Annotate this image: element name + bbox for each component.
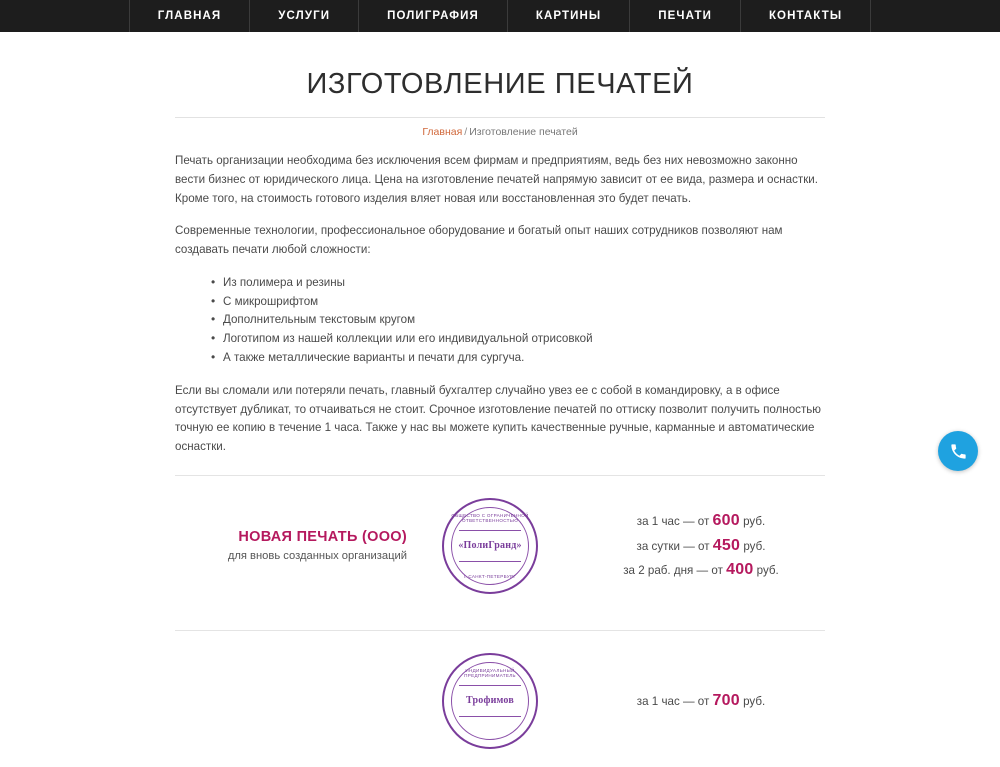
technology-paragraph: Современные технологии, профессиональное оборудование и богатый опыт наших сотрудников позволяют нам создавать печати любой сложности: <box>175 224 783 257</box>
intro-paragraph: Печать организации необходима без исключения всем фирмам и предприятиям, ведь без них невозможно законно вести бизнес от юридического лица. Цена на изготовление печатей напрямую зависит от ее вида, размера и оснастки. Кроме того, на стоимость готового изделия вляет новая или восстановленная это будет печать. <box>175 154 818 205</box>
stamp-arc-bottom-text: г. САНКТ-ПЕТЕРБУРГ <box>463 573 517 579</box>
nav-item-services[interactable]: УСЛУГИ <box>249 0 358 32</box>
price-label: за 1 час — <box>636 514 695 528</box>
list-item: • С микрошрифтом <box>211 293 825 312</box>
price-unit: руб. <box>756 564 779 578</box>
list-item: • А также металлические варианты и печати для сургуча. <box>211 349 825 368</box>
stamp-arc-top-text: ИНДИВИДУАЛЬНЫЙ ПРЕДПРИНИМАТЕЛЬ <box>464 667 516 678</box>
price-line <box>577 534 825 559</box>
breadcrumb-home-link[interactable]: Главная <box>422 126 463 138</box>
stamp-icon <box>442 653 538 749</box>
nav-item-printing[interactable]: ПОЛИГРАФИЯ <box>358 0 507 32</box>
price-label: за сутки — <box>636 539 695 553</box>
product-image <box>425 653 555 749</box>
price-line <box>577 689 825 714</box>
top-navigation-bar <box>0 0 1000 32</box>
phone-icon <box>949 442 968 461</box>
product-row <box>175 631 825 767</box>
price-prefix: от <box>697 694 710 708</box>
price-line <box>577 558 825 583</box>
product-subtitle: для вновь созданных организаций <box>227 550 407 563</box>
call-button[interactable] <box>938 431 978 471</box>
product-row <box>175 476 825 612</box>
price-amount: 450 <box>712 536 741 554</box>
price-amount: 700 <box>712 691 740 709</box>
price-prefix: от <box>711 564 723 578</box>
stamp-center-text: Трофимов <box>466 695 514 707</box>
nav-item-stamps[interactable]: ПЕЧАТИ <box>629 0 740 32</box>
breadcrumb-separator: / <box>464 126 468 138</box>
breadcrumb <box>175 126 825 138</box>
price-amount: 600 <box>712 511 740 529</box>
breadcrumb-current: Изготовление печатей <box>469 126 578 138</box>
stamp-center-band <box>459 685 521 717</box>
price-unit: руб. <box>743 694 766 708</box>
list-item: • Логотипом из нашей коллекции или его индивидуальной отрисовкой <box>211 330 825 349</box>
nav-item-contacts[interactable]: КОНТАКТЫ <box>740 0 871 32</box>
price-unit: руб. <box>743 539 766 553</box>
product-name: НОВАЯ ПЕЧАТЬ (ООО) <box>238 529 407 546</box>
product-info <box>175 698 425 703</box>
price-label: за 2 раб. дня — <box>623 564 709 578</box>
stamp-arc-top-text: ОБЩЕСТВО С ОГРАНИЧЕННОЙ ОТВЕТСТВЕННОСТЬЮ <box>451 512 529 523</box>
price-prefix: от <box>698 539 710 553</box>
title-divider <box>175 117 825 118</box>
product-prices <box>555 509 825 583</box>
feature-list <box>175 274 825 368</box>
stamp-center-band <box>459 530 521 562</box>
nav-item-home[interactable]: ГЛАВНАЯ <box>129 0 250 32</box>
list-item: • Из полимера и резины <box>211 274 825 293</box>
stamp-icon <box>442 498 538 594</box>
page-content <box>175 32 825 767</box>
list-item: • Дополнительным текстовым кругом <box>211 311 825 330</box>
page-title: ИЗГОТОВЛЕНИЕ ПЕЧАТЕЙ <box>306 68 694 100</box>
nav-item-pictures[interactable]: КАРТИНЫ <box>507 0 629 32</box>
price-line <box>577 509 825 534</box>
price-unit: руб. <box>743 514 766 528</box>
price-prefix: от <box>697 514 710 528</box>
price-label: за 1 час — <box>636 694 695 708</box>
stamp-center-text: «ПолиГранд» <box>458 540 522 552</box>
price-amount: 400 <box>726 561 754 579</box>
product-info <box>175 529 425 562</box>
nav-items <box>129 0 871 32</box>
closing-paragraph: Если вы сломали или потеряли печать, главный бухгалтер случайно увез ее с собой в командировку, а в офисе отсутствует дубликат, то отчаиваться не стоит. Срочное изготовление печатей по оттиску позволит получить полностью точную ее копию в течение 1 часа. Также у нас вы можете купить качественные ручные, карманные и автоматические оснастки. <box>175 383 822 454</box>
product-prices <box>555 689 825 714</box>
product-image <box>425 498 555 594</box>
